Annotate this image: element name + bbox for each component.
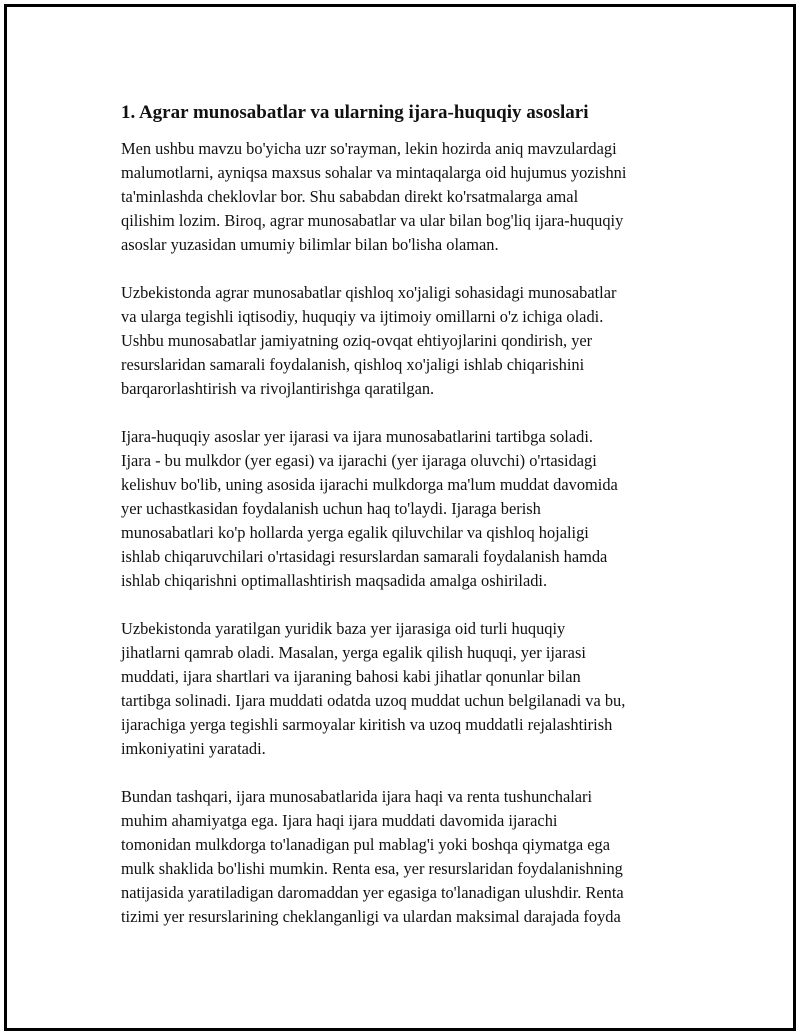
text-line: muhim ahamiyatga ega. Ijara haqi ijara muddati davomida ijarachi bbox=[121, 811, 558, 830]
text-line: barqarorlashtirish va rivojlantirishga qaratilgan. bbox=[121, 379, 435, 398]
text-line: qilishim lozim. Biroq, agrar munosabatlar va ular bilan bog'liq ijara-huquqiy bbox=[121, 211, 624, 230]
text-line: Ijara - bu mulkdor (yer egasi) va ijarachi (yer ijaraga oluvchi) o'rtasidagi bbox=[121, 451, 597, 470]
document-title: 1. Agrar munosabatlar va ularning ijara-huquqiy asoslari bbox=[121, 102, 589, 123]
text-line: ijarachiga yerga tegishli sarmoyalar kiritish va uzoq muddatli rejalashtirish bbox=[121, 715, 613, 734]
text-line: tomonidan mulkdorga to'lanadigan pul mablag'i yoki boshqa qiymatga ega bbox=[121, 835, 611, 854]
text-line: yer uchastkasidan foydalanish uchun haq to'laydi. Ijaraga berish bbox=[121, 499, 541, 518]
text-line: Uzbekistonda yaratilgan yuridik baza yer ijarasiga oid turli huquqiy bbox=[121, 619, 566, 638]
text-line: tartibga solinadi. Ijara muddati odatda uzoq muddat uchun belgilanadi va bu, bbox=[121, 691, 626, 710]
text-line: munosabatlari ko'p hollarda yerga egalik qiluvchilar va qishloq hojaligi bbox=[121, 523, 589, 542]
text-line: imkoniyatini yaratadi. bbox=[121, 739, 266, 758]
text-line: Ijara-huquqiy asoslar yer ijarasi va ijara munosabatlarini tartibga soladi. bbox=[121, 427, 593, 446]
paragraph-3 bbox=[121, 425, 701, 593]
paragraph-4 bbox=[121, 617, 701, 761]
text-line: ishlab chiqaruvchilari o'rtasidagi resurslardan samarali foydalanish hamda bbox=[121, 547, 608, 566]
text-line: Ushbu munosabatlar jamiyatning oziq-ovqat ehtiyojlarini qondirish, yer bbox=[121, 331, 593, 350]
text-line: Bundan tashqari, ijara munosabatlarida ijara haqi va renta tushunchalari bbox=[121, 787, 593, 806]
text-line: malumotlarni, ayniqsa maxsus sohalar va mintaqalarga oid hujumus yozishni bbox=[121, 163, 627, 182]
paragraph-1 bbox=[121, 137, 701, 257]
text-line: muddati, ijara shartlari va ijaraning bahosi kabi jihatlar qonunlar bilan bbox=[121, 667, 581, 686]
document-body bbox=[121, 101, 701, 953]
text-line: resurslaridan samarali foydalanish, qishloq xo'jaligi ishlab chiqarishini bbox=[121, 355, 585, 374]
paragraph-5 bbox=[121, 785, 701, 929]
text-line: natijasida yaratiladigan daromaddan yer egasiga to'lanadigan ulushdir. Renta bbox=[121, 883, 624, 902]
text-line: jihatlarni qamrab oladi. Masalan, yerga egalik qilish huquqi, yer ijarasi bbox=[121, 643, 586, 662]
text-line: Men ushbu mavzu bo'yicha uzr so'rayman, lekin hozirda aniq mavzulardagi bbox=[121, 139, 617, 158]
page-frame bbox=[4, 4, 796, 1031]
text-line: ishlab chiqarishni optimallashtirish maqsadida amalga oshiriladi. bbox=[121, 571, 548, 590]
text-line: ta'minlashda cheklovlar bor. Shu sababdan direkt ko'rsatmalarga amal bbox=[121, 187, 579, 206]
text-line: Uzbekistonda agrar munosabatlar qishloq xo'jaligi sohasidagi munosabatlar bbox=[121, 283, 617, 302]
text-line: kelishuv bo'lib, uning asosida ijarachi mulkdorga ma'lum muddat davomida bbox=[121, 475, 618, 494]
paragraph-2 bbox=[121, 281, 701, 401]
text-line: mulk shaklida bo'lishi mumkin. Renta esa, yer resurslaridan foydalanishning bbox=[121, 859, 623, 878]
text-line: tizimi yer resurslarining cheklanganligi va ulardan maksimal darajada foyda bbox=[121, 907, 621, 926]
text-line: va ularga tegishli iqtisodiy, huquqiy va ijtimoiy omillarni o'z ichiga oladi. bbox=[121, 307, 604, 326]
text-line: asoslar yuzasidan umumiy bilimlar bilan bo'lisha olaman. bbox=[121, 235, 499, 254]
